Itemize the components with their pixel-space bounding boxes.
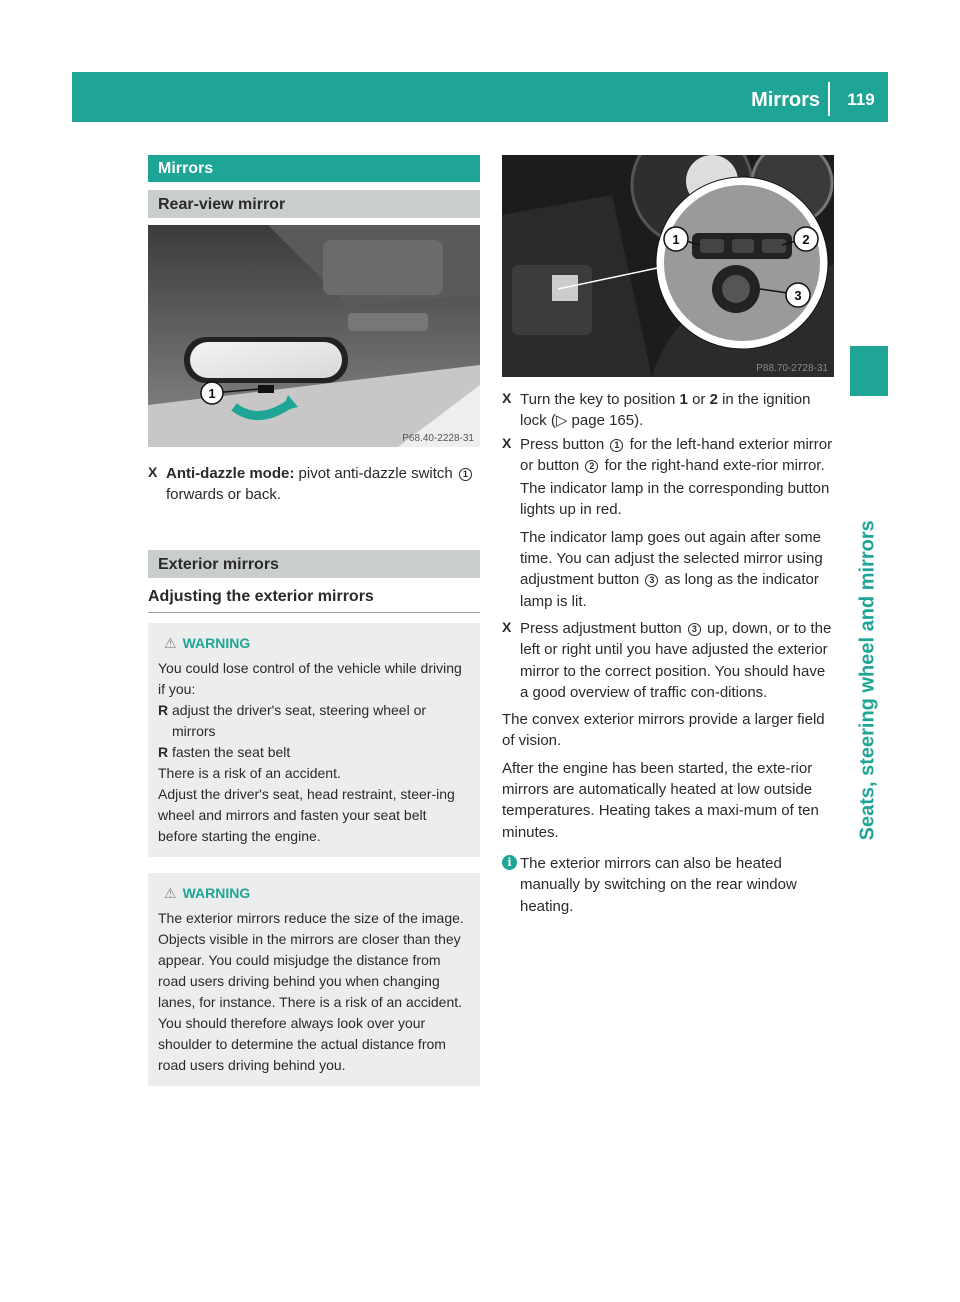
step-arrow-icon: X [502,618,512,635]
step-arrow-icon: X [502,390,512,406]
callout-2-badge: 2 [585,460,598,473]
right-column [502,155,834,917]
info-icon: i [502,855,517,870]
svg-text:P88.70-2728-31: P88.70-2728-31 [756,363,828,374]
section-title: Mirrors [148,155,480,182]
step-anti-dazzle: X Anti-dazzle mode: pivot anti-dazzle switch 1 forwards or back. [148,463,480,506]
step-press-button: X Press button 1 for the left-hand exterior mirror or button 2 for the right-hand exte-rior mirror. The indicator lamp in the corresponding button lights up in red. The indicator lamp goes out again after some time. You can adjust the selected mirror using adjustment button 3 as long as the indicator lamp is lit. [502,434,833,610]
side-chapter-label: Seats, steering wheel and mirrors [856,519,879,840]
convex-paragraph: The convex exterior mirrors provide a larger field of vision. [502,711,825,750]
rearview-heading: Rear-view mirror [148,190,480,218]
warning-heading: ⚠ WARNING [158,883,470,904]
svg-text:3: 3 [794,288,802,303]
header-bar [72,72,888,122]
step-adjust: X Press adjustment button 3 up, down, or to the left or right until you have adjusted the exterior mirror to the correct position. You should have a good overview of traffic con-ditions. [502,618,832,701]
step-turn-key: X Turn the key to position 1 or 2 in the ignition lock (▷ page 165). [502,390,811,430]
svg-text:1: 1 [208,386,216,401]
header-separator [828,82,830,116]
heating-paragraph: After the engine has been started, the exte-rior mirrors are automatically heated at low outside temperatures. Heating takes a maxi-mum of ten minutes. [502,759,819,841]
svg-text:P68.40-2228-31: P68.40-2228-31 [402,433,474,444]
svg-text:1: 1 [672,232,680,247]
callout-1-badge: 1 [610,439,623,452]
list-item: R fasten the seat belt [158,744,291,761]
warning-heading: ⚠ WARNING [158,633,470,654]
page-number: 119 [847,90,875,109]
warning-triangle-icon: ⚠ [164,885,177,902]
side-tab [850,346,888,396]
warning-triangle-icon: ⚠ [164,635,177,652]
step-arrow-icon: X [502,434,512,451]
list-item: R adjust the driver's seat, steering wheel or mirrors [158,702,427,740]
exterior-mirrors-heading: Exterior mirrors [148,550,480,578]
callout-3-badge: 3 [645,574,658,587]
info-note: i The exterior mirrors can also be heated manually by switching on the rear window heating. [502,853,834,917]
svg-text:2: 2 [802,232,810,247]
header-title: Mirrors [751,89,820,111]
page-ref-link[interactable]: ▷ page 165 [555,412,635,430]
warning-box-1: ⚠ WARNING You could lose control of the vehicle while driving if you: R adjust the driver's seat, steering wheel or mirrors R fasten the seat belt There is a risk of an accident. Adjust the driver's seat, head restraint, steer-ing wheel and mirrors and fasten your seat belt before starting the engine. [148,623,480,857]
step-arrow-icon: X [148,464,158,480]
mirror-buttons-photo [502,155,834,377]
adjusting-heading: Adjusting the exterior mirrors [148,586,480,614]
callout-3-badge: 3 [688,623,701,636]
rearview-mirror-photo [148,225,480,447]
warning-box-2: ⚠ WARNING The exterior mirrors reduce the size of the image. Objects visible in the mirrors are closer than they appear. You could misjudge the distance from road users driving behind you when changing lanes, for instance. There is a risk of an accident. You should therefore always look over your shoulder to determine the actual distance from road users driving behind you. [148,873,480,1086]
callout-1-badge: 1 [459,468,472,481]
left-column [148,155,480,1086]
